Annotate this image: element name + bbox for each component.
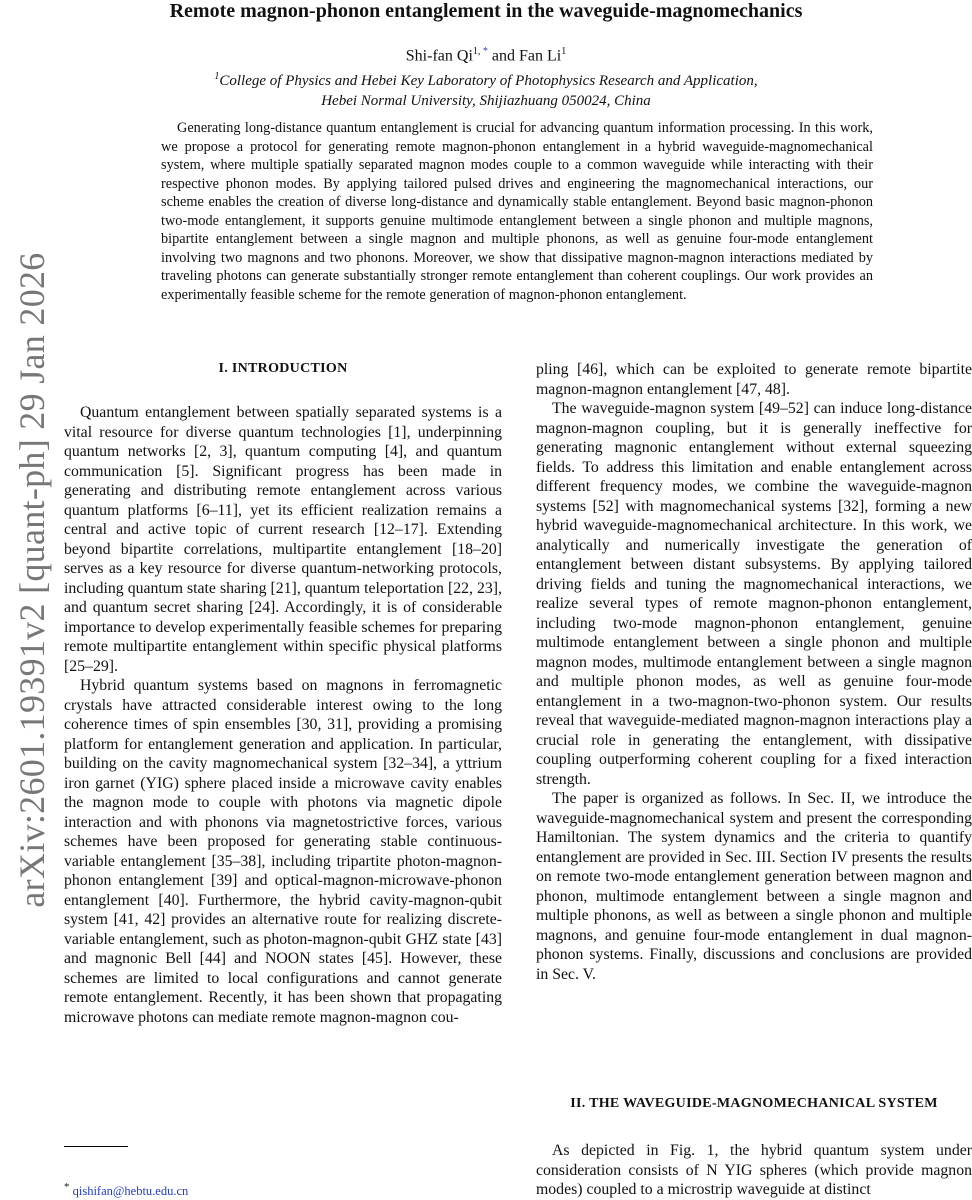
body-paragraph: pling [46], which can be exploited to generate remote bipartite magnon-magnon entanglement [47, 48]. [536, 361, 972, 398]
left-column [64, 403, 502, 1027]
body-paragraph: Hybrid quantum systems based on magnons in ferromagnetic crystals have attracted considerable interest owing to the long coherence times of spin ensembles [30, 31], providing a promising platform for entanglement generation and application. In particular, building on the cavity magnomechanical system [32–34], a yttrium iron garnet (YIG) sphere placed inside a microwave cavity enables the magnon mode to couple with photons via magnetic dipole interaction and with phonons via magnetostrictive forces, various schemes have been proposed for generating stable continuous-variable entanglement [35–38], including tripartite photon-magnon-phonon entanglement [39] and optical-magnon-microwave-phonon entanglement [40]. Furthermore, the hybrid cavity-magnon-qubit system [41, 42] provides an alternative route for realizing discrete-variable entanglement, such as photon-magnon-qubit GHZ state [43] and magnonic Bell [44] and NOON states [45]. However, these schemes are limited to local configurations and cannot generate remote entanglement. Recently, it has been shown that propagating microwave photons can mediate remote magnon-magnon cou- [64, 677, 502, 1026]
footnote [64, 1179, 188, 1199]
author-line [0, 42, 972, 66]
section-heading: I. INTRODUCTION [218, 361, 348, 376]
author-affiliation-mark: 1 [561, 46, 567, 57]
footnote-mark: * [64, 1181, 70, 1193]
footnote-rule [64, 1146, 128, 1147]
paper-title: Remote magnon-phonon entanglement in the waveguide-magnomechanics [169, 0, 803, 22]
affiliation-line: Hebei Normal University, Shijiazhuang 050024, China [321, 93, 651, 109]
author-affiliation-mark: 1, [472, 46, 483, 57]
email-link[interactable]: qishifan@hebtu.edu.cn [72, 1184, 189, 1199]
body-paragraph: The paper is organized as follows. In Sec. II, we introduce the waveguide-magnomechanical system and present the corresponding Hamiltonian. The system dynamics and the criteria to quantify entanglement are provided in Sec. III. Section IV presents the results on remote two-mode entanglement generation between magnon and phonon, multimode entanglement between a single magnon and multiple phonons, as well as between a single phonon and multiple magnons, and genuine four-mode entanglement in dual magnon-phonon systems. Finally, discussions and conclusions are provided in Sec. V. [536, 790, 972, 983]
affiliation [0, 67, 972, 111]
body-paragraph: The waveguide-magnon system [49–52] can induce long-distance magnon-magnon coupling, but it is generally ineffective for generating magnonic entanglement without external squeezing fields. To address this limitation and enable entanglement across different frequency modes, we combine the waveguide-magnon systems [52] with magnomechanical systems [32], forming a new hybrid waveguide-magnomechanical architecture. In this work, we analytically and numerically investigate the generation of entanglement between distant subsystems. By applying tailored driving fields and tuning the magnomechanical interactions, we realize several types of remote magnon-phonon entanglement, including two-mode magnon-phonon entanglement, genuine multimode entanglement between a single phonon and multiple magnon modes, multimode entanglement between a single magnon and multiple phonon modes, as well as genuine four-mode entanglement in a two-magnon-two-phonon system. Our results reveal that waveguide-mediated magnon-magnon interactions play a crucial role in generating the entanglement, with dissipative coupling outperforming coherent coupling for a fixed interaction strength. [536, 400, 972, 788]
body-paragraph: Quantum entanglement between spatially separated systems is a vital resource for diverse quantum technologies [1], underpinning quantum networks [2, 3], quantum computing [4], and quantum communication [5]. Significant progress has been made in generating and distributing remote entanglement across various quantum platforms [6–11], yet its efficient realization remains a central and active topic of current research [12–17]. Extending beyond bipartite correlations, multipartite entanglement [18–20] serves as a key resource for diverse quantum-networking protocols, including quantum state sharing [21], quantum teleportation [22, 23], and quantum secret sharing [24]. Accordingly, it is of considerable importance to develop experimentally feasible schemes for preparing remote multipartite entanglement within specific physical platforms [25–29]. [64, 404, 502, 675]
section-heading: II. THE WAVEGUIDE-MAGNOMECHANICAL SYSTEM [570, 1096, 938, 1111]
affiliation-line: College of Physics and Hebei Key Laboratory of Photophysics Research and Application, [219, 73, 758, 89]
author-conjunction: and [491, 47, 515, 65]
right-column [536, 360, 972, 984]
body-paragraph: As depicted in Fig. 1, the hybrid quantum system under consideration consists of N YIG spheres (which provide magnon modes) coupled to a microstrip waveguide at distinct [536, 1142, 972, 1198]
corresponding-author-link[interactable]: * [482, 46, 488, 57]
arxiv-sidebar [0, 0, 64, 1200]
arxiv-identifier: arXiv:2601.19391v2 [quant-ph] 29 Jan 2026 [12, 252, 52, 908]
author-name: Shi-fan Qi [405, 47, 473, 65]
author-name: Fan Li [519, 47, 562, 65]
affiliation-mark: 1 [214, 71, 220, 82]
right-column-lower [536, 1141, 972, 1200]
abstract: Generating long-distance quantum entanglement is crucial for advancing quantum information processing. In this work, we propose a protocol for generating remote magnon-phonon entanglement in a hybrid waveguide-magnomechanical system, where multiple spatially separated magnon modes couple to a common waveguide while interacting with their respective phonon modes. By applying tailored pulsed drives and engineering the magnomechanical interactions, our scheme enables the creation of diverse long-distance and dynamically stable entanglement. Beyond basic magnon-phonon two-mode entanglement, it supports genuine multimode entanglement between a single phonon and multiple magnons, bipartite entanglement between a single magnon and multiple phonons, as well as genuine four-mode entanglement involving two magnons and two phonons. Moreover, we show that dissipative magnon-magnon interactions mediated by traveling photons can generate substantially stronger remote entanglement than coherent couplings. Our work provides an experimentally feasible scheme for the remote generation of magnon-phonon entanglement. [161, 120, 873, 303]
